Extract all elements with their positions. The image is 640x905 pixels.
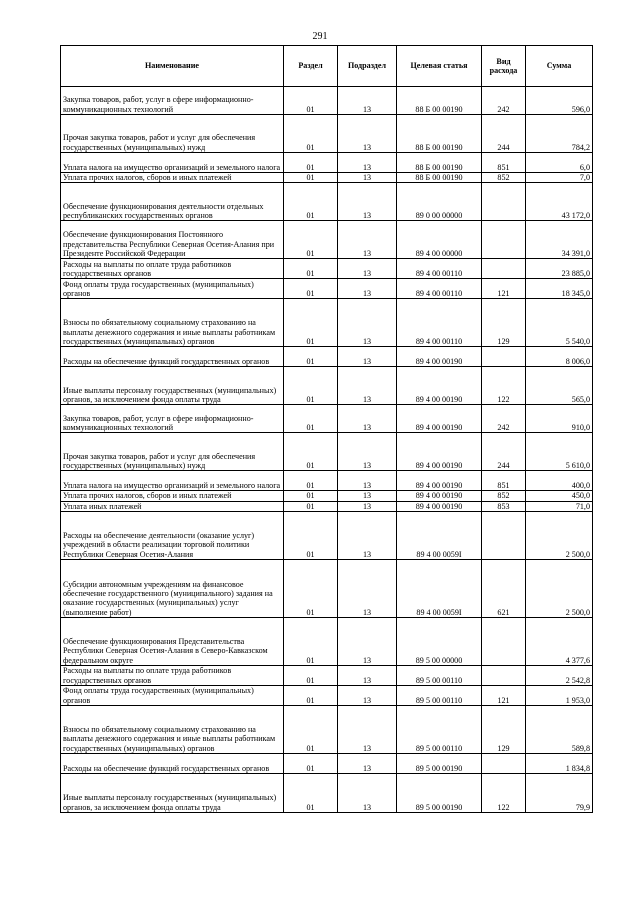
cell-name: Уплата налога на имущество организаций и земельного налога — [61, 153, 284, 173]
cell-target: 89 5 00 00110 — [397, 686, 482, 706]
cell-section: 01 — [284, 299, 338, 347]
cell-type — [482, 666, 526, 686]
cell-target: 89 4 00 00190 — [397, 491, 482, 501]
cell-target: 89 5 00 00110 — [397, 666, 482, 686]
table-row — [61, 471, 593, 491]
table-row — [61, 618, 593, 666]
cell-name: Расходы на выплаты по оплате труда работников государственных органов — [61, 259, 284, 279]
cell-subsection: 13 — [338, 491, 397, 501]
cell-section: 01 — [284, 666, 338, 686]
cell-type — [482, 754, 526, 774]
cell-subsection: 13 — [338, 686, 397, 706]
table-row — [61, 279, 593, 299]
table-row — [61, 754, 593, 774]
cell-target: 89 4 00 0059I — [397, 560, 482, 618]
cell-section: 01 — [284, 367, 338, 405]
cell-sum: 7,0 — [526, 173, 593, 183]
cell-target: 88 Б 00 00190 — [397, 153, 482, 173]
cell-target: 89 4 00 00190 — [397, 433, 482, 471]
cell-section: 01 — [284, 686, 338, 706]
cell-sum: 6,0 — [526, 153, 593, 173]
cell-type: 851 — [482, 471, 526, 491]
cell-type: 852 — [482, 491, 526, 501]
cell-sum: 71,0 — [526, 501, 593, 511]
cell-name: Иные выплаты персоналу государственных (муниципальных) органов, за исключением фонда оплаты труда — [61, 367, 284, 405]
cell-section: 01 — [284, 173, 338, 183]
cell-type: 242 — [482, 87, 526, 115]
header-subsection: Подраздел — [338, 46, 397, 87]
table-row — [61, 666, 593, 686]
cell-sum: 8 006,0 — [526, 347, 593, 367]
cell-type: 122 — [482, 774, 526, 813]
cell-type — [482, 618, 526, 666]
cell-subsection: 13 — [338, 618, 397, 666]
table-row — [61, 560, 593, 618]
table-row — [61, 87, 593, 115]
cell-type — [482, 347, 526, 367]
cell-section: 01 — [284, 706, 338, 754]
cell-subsection: 13 — [338, 347, 397, 367]
cell-target: 89 4 00 00190 — [397, 405, 482, 433]
cell-name: Уплата налога на имущество организаций и земельного налога — [61, 471, 284, 491]
cell-section: 01 — [284, 491, 338, 501]
cell-sum: 450,0 — [526, 491, 593, 501]
cell-name: Взносы по обязательному социальному страхованию на выплаты денежного содержания и иные выплаты работникам государственных (муниципальных) органов — [61, 706, 284, 754]
cell-target: 88 Б 00 00190 — [397, 87, 482, 115]
cell-name: Взносы по обязательному социальному страхованию на выплаты денежного содержания и иные выплаты работникам государственных (муниципальных) органов — [61, 299, 284, 347]
cell-sum: 1 953,0 — [526, 686, 593, 706]
cell-sum: 43 172,0 — [526, 183, 593, 221]
cell-subsection: 13 — [338, 706, 397, 754]
cell-sum: 589,8 — [526, 706, 593, 754]
cell-section: 01 — [284, 774, 338, 813]
cell-target: 89 4 00 00110 — [397, 259, 482, 279]
cell-section: 01 — [284, 115, 338, 153]
cell-type: 122 — [482, 367, 526, 405]
cell-subsection: 13 — [338, 259, 397, 279]
cell-target: 89 5 00 00110 — [397, 706, 482, 754]
cell-subsection: 13 — [338, 433, 397, 471]
cell-subsection: 13 — [338, 512, 397, 560]
cell-name: Уплата иных платежей — [61, 501, 284, 511]
cell-subsection: 13 — [338, 221, 397, 259]
cell-subsection: 13 — [338, 367, 397, 405]
cell-sum: 18 345,0 — [526, 279, 593, 299]
cell-section: 01 — [284, 279, 338, 299]
cell-subsection: 13 — [338, 471, 397, 491]
cell-type: 121 — [482, 279, 526, 299]
table-row — [61, 491, 593, 501]
header-sum: Сумма — [526, 46, 593, 87]
cell-type: 244 — [482, 115, 526, 153]
cell-subsection: 13 — [338, 87, 397, 115]
cell-section: 01 — [284, 153, 338, 173]
cell-name: Закупка товаров, работ, услуг в сфере информационно-коммуникационных технологий — [61, 87, 284, 115]
cell-subsection: 13 — [338, 774, 397, 813]
table-row — [61, 259, 593, 279]
cell-target: 89 5 00 00190 — [397, 774, 482, 813]
cell-section: 01 — [284, 471, 338, 491]
cell-target: 88 Б 00 00190 — [397, 115, 482, 153]
cell-target: 89 4 00 00000 — [397, 221, 482, 259]
cell-subsection: 13 — [338, 183, 397, 221]
cell-type — [482, 259, 526, 279]
cell-type: 852 — [482, 173, 526, 183]
cell-subsection: 13 — [338, 501, 397, 511]
cell-subsection: 13 — [338, 405, 397, 433]
cell-name: Обеспечение функционирования Представительства Республики Северная Осетия-Алания в Северо-Кавказском федеральном округе — [61, 618, 284, 666]
cell-sum: 784,2 — [526, 115, 593, 153]
cell-subsection: 13 — [338, 115, 397, 153]
table-row — [61, 115, 593, 153]
cell-subsection: 13 — [338, 754, 397, 774]
cell-section: 01 — [284, 347, 338, 367]
cell-target: 89 4 00 00190 — [397, 347, 482, 367]
cell-subsection: 13 — [338, 666, 397, 686]
cell-subsection: 13 — [338, 153, 397, 173]
cell-sum: 5 610,0 — [526, 433, 593, 471]
table-row — [61, 512, 593, 560]
cell-sum: 5 540,0 — [526, 299, 593, 347]
cell-target: 89 4 00 00190 — [397, 367, 482, 405]
cell-type: 851 — [482, 153, 526, 173]
cell-sum: 2 542,8 — [526, 666, 593, 686]
cell-section: 01 — [284, 433, 338, 471]
cell-target: 89 4 00 00190 — [397, 501, 482, 511]
cell-name: Расходы на выплаты по оплате труда работников государственных органов — [61, 666, 284, 686]
cell-section: 01 — [284, 501, 338, 511]
cell-section: 01 — [284, 618, 338, 666]
table-row — [61, 221, 593, 259]
table-body — [61, 87, 593, 813]
cell-target: 89 5 00 00190 — [397, 754, 482, 774]
cell-name: Обеспечение функционирования деятельности отдельных республиканских государственных органов — [61, 183, 284, 221]
table-row — [61, 173, 593, 183]
cell-sum: 910,0 — [526, 405, 593, 433]
cell-name: Обеспечение функционирования Постоянного представительства Республики Северная Осетия-Алания при Президенте Российской Федерации — [61, 221, 284, 259]
cell-sum: 34 391,0 — [526, 221, 593, 259]
cell-type — [482, 221, 526, 259]
cell-target: 89 4 00 00110 — [397, 279, 482, 299]
cell-target: 88 Б 00 00190 — [397, 173, 482, 183]
cell-type: 129 — [482, 706, 526, 754]
cell-target: 89 0 00 00000 — [397, 183, 482, 221]
header-name: Наименование — [61, 46, 284, 87]
cell-name: Прочая закупка товаров, работ и услуг для обеспечения государственных (муниципальных) нужд — [61, 115, 284, 153]
cell-name: Уплата прочих налогов, сборов и иных платежей — [61, 491, 284, 501]
cell-sum: 400,0 — [526, 471, 593, 491]
cell-subsection: 13 — [338, 560, 397, 618]
cell-name: Расходы на обеспечение функций государственных органов — [61, 754, 284, 774]
cell-name: Уплата прочих налогов, сборов и иных платежей — [61, 173, 284, 183]
cell-section: 01 — [284, 405, 338, 433]
cell-subsection: 13 — [338, 279, 397, 299]
cell-section: 01 — [284, 259, 338, 279]
cell-name: Иные выплаты персоналу государственных (муниципальных) органов, за исключением фонда оплаты труда — [61, 774, 284, 813]
cell-name: Расходы на обеспечение функций государственных органов — [61, 347, 284, 367]
cell-name: Расходы на обеспечение деятельности (оказание услуг) учреждений в области реализации торговой политики Республики Северная Осетия-Алания — [61, 512, 284, 560]
cell-name: Фонд оплаты труда государственных (муниципальных) органов — [61, 686, 284, 706]
cell-sum: 4 377,6 — [526, 618, 593, 666]
cell-type: 129 — [482, 299, 526, 347]
cell-target: 89 4 00 00190 — [397, 471, 482, 491]
cell-section: 01 — [284, 754, 338, 774]
cell-sum: 2 500,0 — [526, 560, 593, 618]
cell-type: 121 — [482, 686, 526, 706]
table-row — [61, 153, 593, 173]
cell-subsection: 13 — [338, 299, 397, 347]
cell-type: 244 — [482, 433, 526, 471]
cell-target: 89 4 00 0059I — [397, 512, 482, 560]
cell-target: 89 5 00 00000 — [397, 618, 482, 666]
cell-sum: 79,9 — [526, 774, 593, 813]
cell-section: 01 — [284, 221, 338, 259]
cell-sum: 2 500,0 — [526, 512, 593, 560]
cell-type: 242 — [482, 405, 526, 433]
table-row — [61, 347, 593, 367]
cell-name: Закупка товаров, работ, услуг в сфере информационно-коммуникационных технологий — [61, 405, 284, 433]
table-row — [61, 183, 593, 221]
cell-sum: 1 834,8 — [526, 754, 593, 774]
table-row — [61, 367, 593, 405]
header-target: Целевая статья — [397, 46, 482, 87]
cell-section: 01 — [284, 87, 338, 115]
cell-section: 01 — [284, 512, 338, 560]
cell-section: 01 — [284, 183, 338, 221]
table-row — [61, 774, 593, 813]
cell-section: 01 — [284, 560, 338, 618]
table-row — [61, 706, 593, 754]
cell-name: Фонд оплаты труда государственных (муниципальных) органов — [61, 279, 284, 299]
table-row — [61, 686, 593, 706]
cell-sum: 23 885,0 — [526, 259, 593, 279]
page-number: 291 — [312, 31, 328, 42]
budget-table — [60, 45, 593, 813]
cell-name: Субсидии автономным учреждениям на финансовое обеспечение государственного (муниципального) задания на оказание государственных (муниципальных) услуг (выполнение работ) — [61, 560, 284, 618]
cell-type: 621 — [482, 560, 526, 618]
cell-type — [482, 512, 526, 560]
cell-type: 853 — [482, 501, 526, 511]
table-row — [61, 299, 593, 347]
cell-name: Прочая закупка товаров, работ и услуг для обеспечения государственных (муниципальных) нужд — [61, 433, 284, 471]
table-header-row — [61, 46, 593, 87]
table-row — [61, 433, 593, 471]
cell-sum: 565,0 — [526, 367, 593, 405]
cell-sum: 596,0 — [526, 87, 593, 115]
header-section: Раздел — [284, 46, 338, 87]
cell-target: 89 4 00 00110 — [397, 299, 482, 347]
table-row — [61, 405, 593, 433]
cell-subsection: 13 — [338, 173, 397, 183]
table-row — [61, 501, 593, 511]
header-type: Вид расхода — [482, 46, 526, 87]
cell-type — [482, 183, 526, 221]
